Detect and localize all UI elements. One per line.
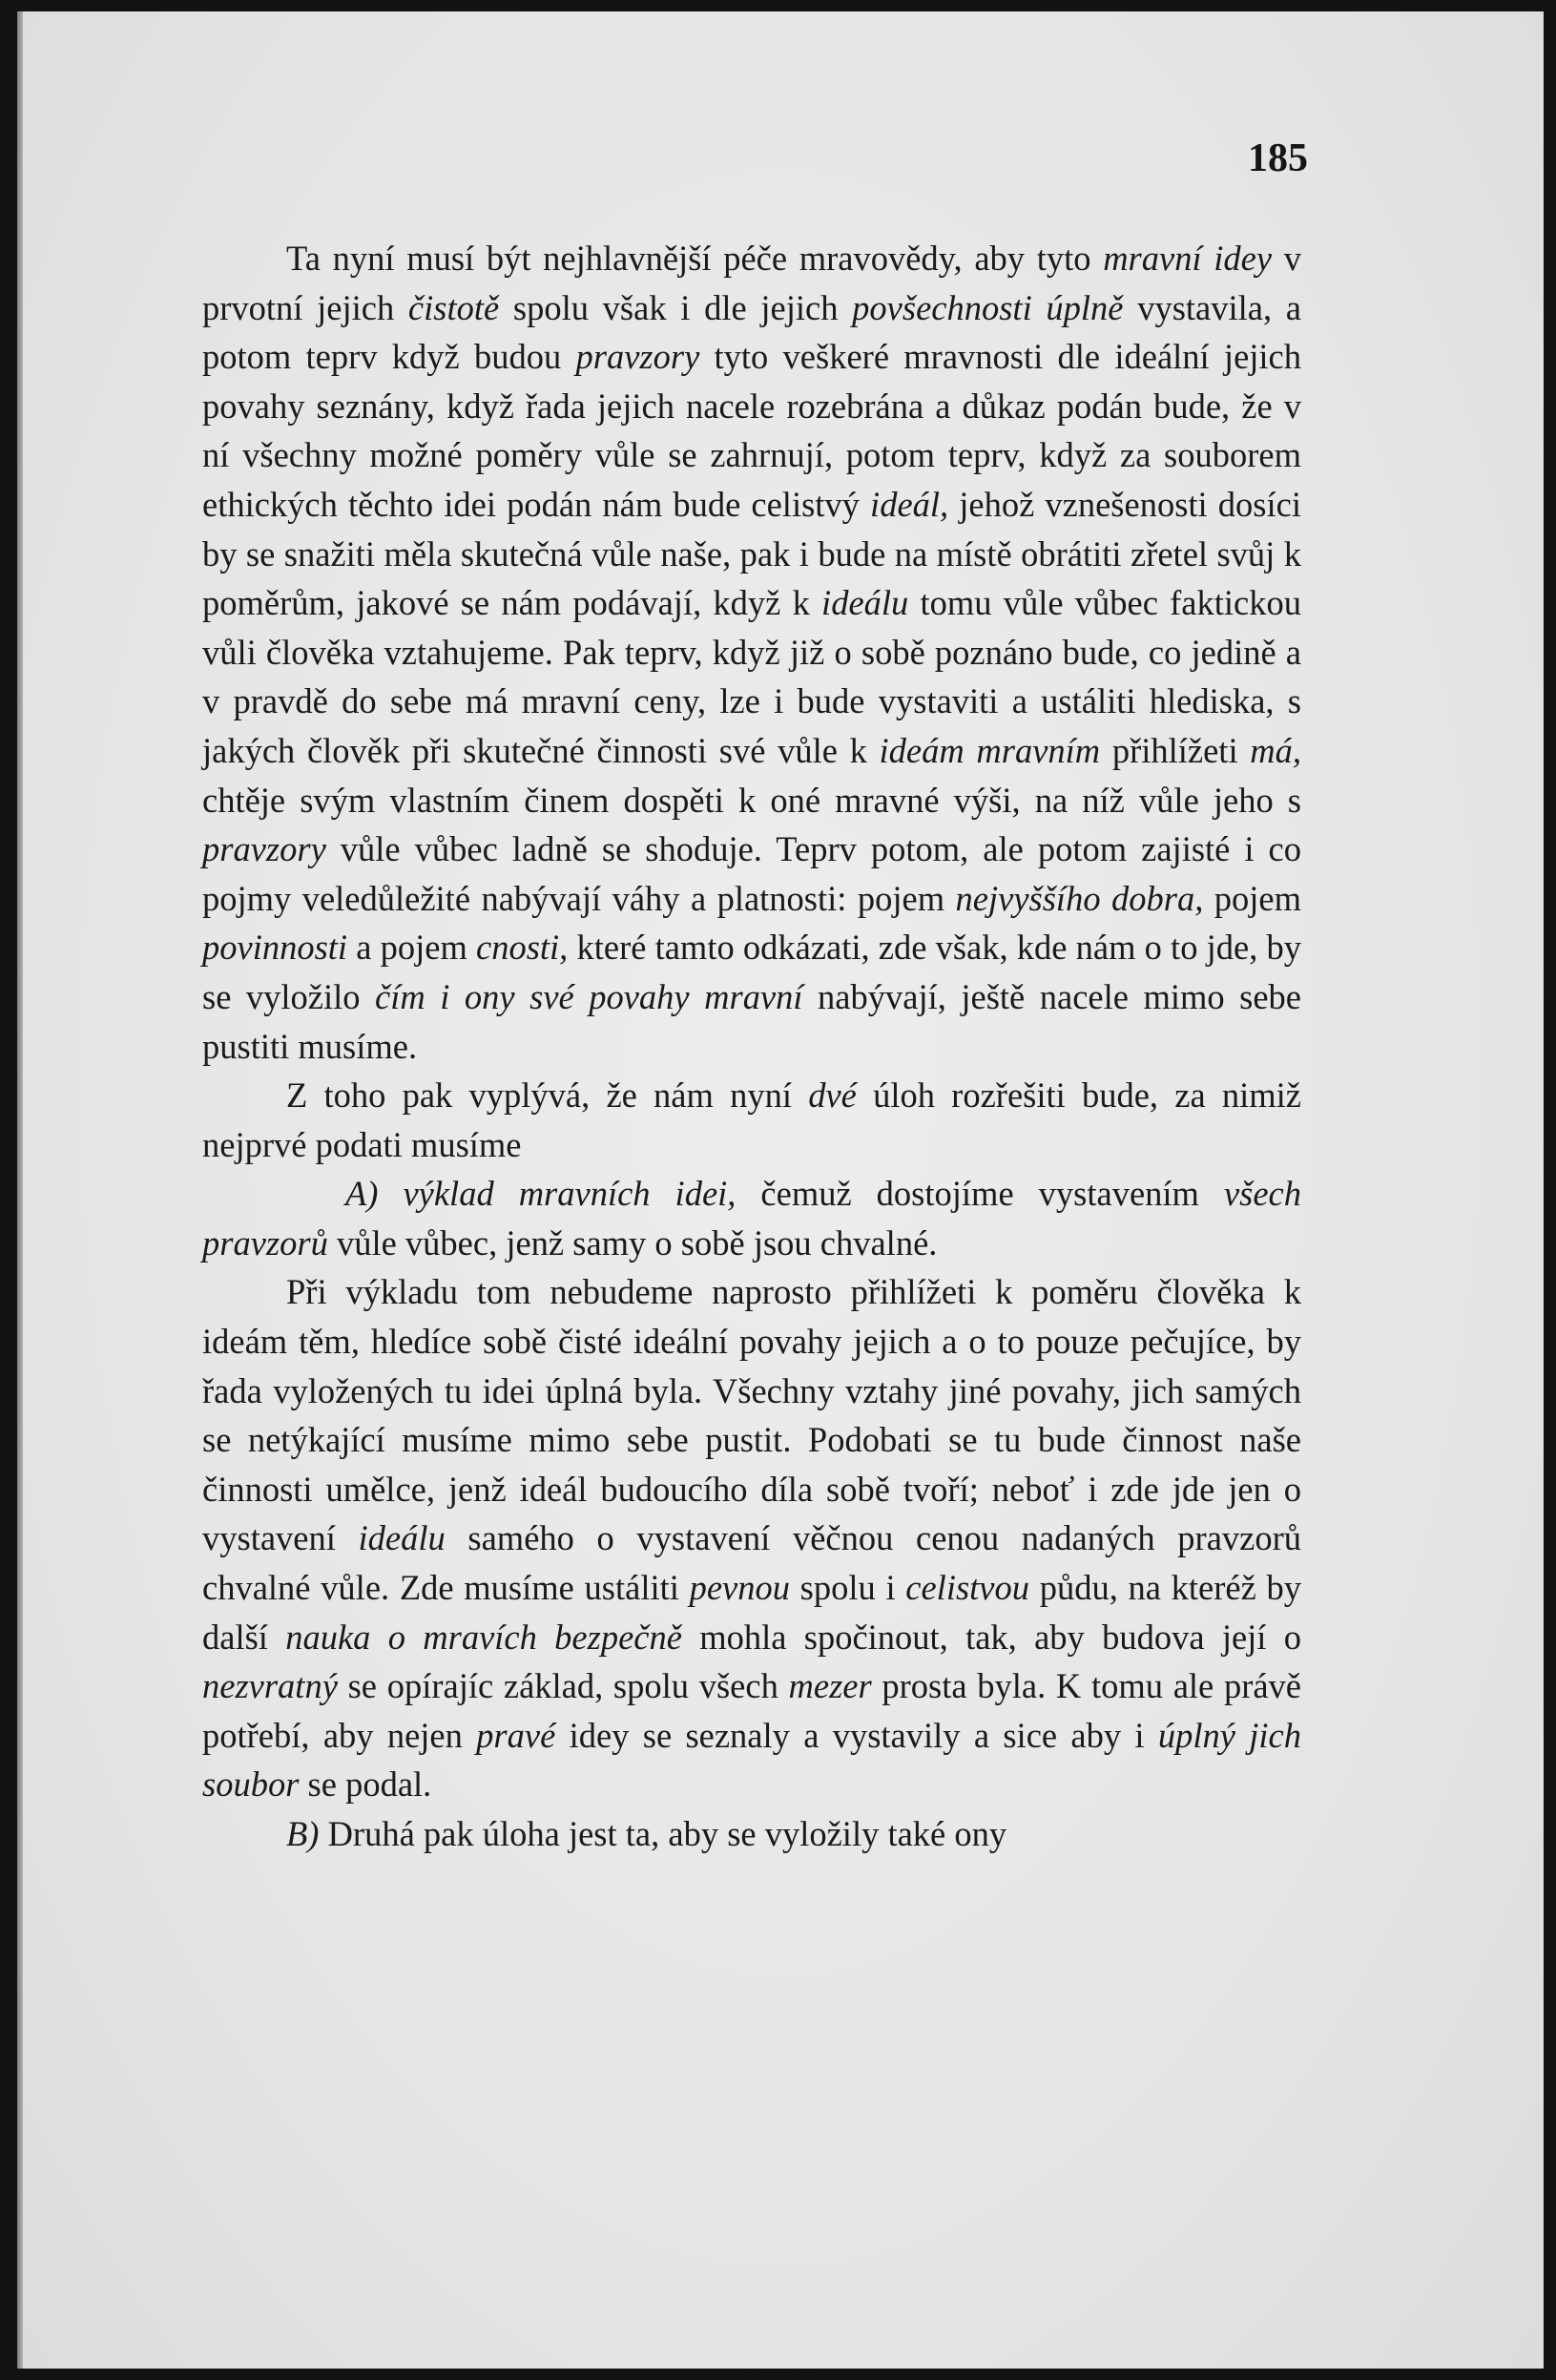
text-run: vystavila, a potom teprv když budou <box>202 287 1301 377</box>
page-number: 185 <box>1248 136 1308 180</box>
text-run: Druhá pak úloha jest ta, aby se vyložily také ony <box>319 1814 1007 1853</box>
text-run: spolu však i dle jejich <box>499 287 853 327</box>
italic-run: pevnou <box>689 1568 790 1608</box>
text-run: nabývají, ještě nacele mimo sebe pustiti musíme. <box>202 976 1302 1066</box>
text-run: tyto veškeré mravnosti dle ideální jejich povahy seznány, když řada jejich nacele rozebrána a důkaz podán bude, že v ní všechny možné poměry vůle se zahrnují, potom teprv, když za souborem ethických těchto idei podán nám bude celistvý <box>202 337 1301 524</box>
italic-run: cnosti, <box>476 928 569 968</box>
text-run: úloh rozřešiti bude, za nimiž nejprvé podati musíme <box>202 1075 1302 1164</box>
italic-run: nauka o mravích bezpečně <box>285 1617 682 1657</box>
text-run: mohla spočinout, tak, aby budova její o <box>681 1617 1301 1657</box>
italic-run: čím i ony své povahy mravní <box>375 976 803 1016</box>
text-run: samého o vystavení věčnou cenou nadaných pravzorů chvalné vůle. Zde musíme ustáliti <box>202 1518 1301 1608</box>
italic-run: mravní idey <box>1103 239 1273 278</box>
text-run: a pojem <box>347 928 476 968</box>
section-heading-paragraph <box>202 1169 1301 1267</box>
italic-run: pravzory <box>202 829 326 869</box>
italic-run: úplný jich soubor <box>202 1715 1301 1805</box>
paragraph <box>202 1809 1301 1859</box>
page-edge-shadow <box>17 11 23 2369</box>
text-run: Při výkladu tom nebudeme naprosto přihlížeti k poměru člověka k ideám těm, hledíce sobě čisté ideální povahy jejich a o to pouze pečujíce, by řada vyložených tu idei úplná byla. Všechny vztahy jiné povahy, jich samých se netýkající musíme mimo sebe pustit. Podobati se tu bude činnost naše činnosti umělce, jenž ideál budoucího díla sobě tvoří; neboť i zde jde jen o vystavení <box>202 1272 1301 1558</box>
text-run: idey se seznaly a vystavily a sice aby i <box>555 1715 1158 1755</box>
italic-run: čistotě <box>407 287 500 327</box>
text-run: se podal. <box>299 1764 432 1805</box>
text-run: chtěje svým vlastním činem dospěti k oné mravné výši, na níž vůle jeho s <box>202 780 1301 820</box>
italic-run: povinnosti <box>202 928 348 968</box>
text-run: čemuž dostojíme vystavením <box>736 1174 1224 1214</box>
text-run: v prvotní jejich <box>202 239 1302 327</box>
text-run: vůle vůbec, jenž samy o sobě jsou chvalné. <box>327 1222 938 1263</box>
italic-run: A) výklad mravních idei, <box>345 1174 737 1214</box>
italic-run: mezer <box>788 1666 872 1706</box>
italic-run: nejvyššího dobra, <box>955 878 1204 918</box>
text-run: jehož vznešenosti dosíci by se snažiti měla skutečná vůle naše, pak i bude na místě obrátiti zřetel svůj k poměrům, jakové se nám podávají, když k <box>202 484 1301 623</box>
italic-run: nezvratný <box>202 1666 338 1706</box>
body-text <box>202 234 1301 1859</box>
text-run: pojem <box>1203 878 1302 918</box>
italic-run: všech pravzorů <box>202 1174 1301 1263</box>
italic-run: povšechnosti úplně <box>852 287 1124 327</box>
italic-run: má, <box>1250 730 1301 770</box>
italic-run: pravé <box>476 1715 556 1755</box>
paragraph <box>202 1267 1301 1809</box>
text-run: Ta nyní musí být nejhlavnější péče mravovědy, aby tyto <box>286 239 1104 278</box>
italic-run: pravzory <box>575 337 700 377</box>
italic-run: B) <box>286 1814 320 1853</box>
text-run: půdu, na kteréž by další <box>202 1568 1301 1657</box>
text-run: tomu vůle vůbec faktickou vůli člověka vztahujeme. Pak teprv, když již o sobě poznáno bude, co jedině a v pravdě do sebe má mravní ceny, lze i bude vystaviti a ustáliti hlediska, s jakých člověk při skutečné činnosti své vůle k <box>202 583 1301 770</box>
italic-run: dvé <box>808 1075 857 1116</box>
text-run: se opírajíc základ, spolu všech <box>337 1666 789 1706</box>
text-run: které tamto odkázati, zde však, kde nám o to jde, by se vyložilo <box>202 928 1301 1016</box>
paragraph <box>202 234 1301 1071</box>
text-run: přihlížeti <box>1100 730 1251 770</box>
text-run: prosta byla. K tomu ale právě potřebí, aby nejen <box>202 1666 1301 1755</box>
paragraph <box>202 1071 1301 1169</box>
text-run: Z toho pak vyplývá, že nám nyní <box>286 1075 809 1116</box>
text-run: spolu i <box>789 1568 906 1608</box>
book-page <box>17 11 1544 2369</box>
italic-run: celistvou <box>905 1568 1030 1608</box>
italic-run: ideálu <box>821 583 909 623</box>
italic-run: ideám mravním <box>879 730 1101 770</box>
italic-run: ideálu <box>358 1518 446 1558</box>
text-run: vůle vůbec ladně se shoduje. Teprv potom, ale potom zajisté i co pojmy veledůležité nabývají váhy a platnosti: pojem <box>202 829 1301 918</box>
italic-run: ideál, <box>870 484 949 524</box>
